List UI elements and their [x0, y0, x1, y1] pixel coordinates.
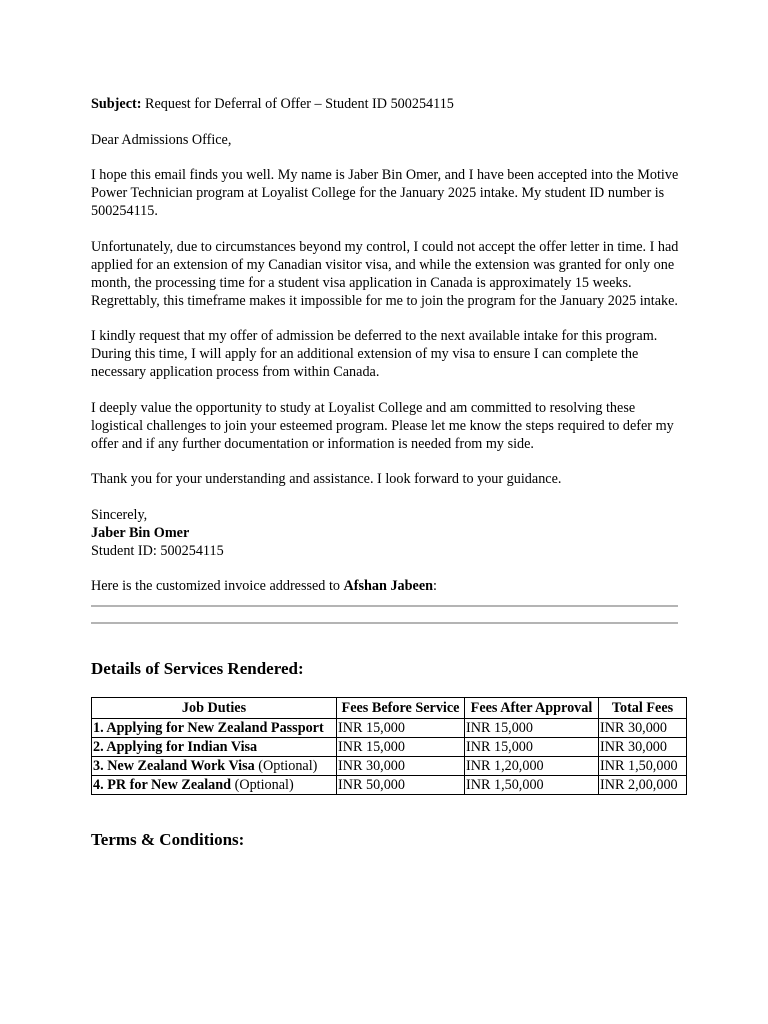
- subject-text: Request for Deferral of Offer – Student ID 500254115: [141, 96, 454, 112]
- paragraph-request: I kindly request that my offer of admission be deferred to the next available intake for this program. During this time, I will apply for an additional extension of my visa to ensure I can complete the necessary application process from within Canada.: [91, 328, 658, 380]
- invoice-recipient-name: Afshan Jabeen: [343, 578, 434, 594]
- subject-line: [91, 95, 681, 113]
- paragraph-intro: I hope this email finds you well. My name is Jaber Bin Omer, and I have been accepted into the Motive Power Technician program at Loyalist College for the January 2025 intake. My student ID number is 500254115.: [91, 167, 679, 219]
- greeting: Dear Admissions Office,: [91, 131, 232, 148]
- duty-note: (Optional): [231, 777, 294, 793]
- signer-name-text: Jaber Bin Omer: [91, 524, 190, 541]
- duty-name: 3. New Zealand Work Visa: [93, 758, 255, 774]
- document-body: [91, 95, 681, 851]
- table-row: [92, 738, 687, 757]
- fee-total-cell: INR 30,000: [599, 738, 687, 757]
- services-heading: Details of Services Rendered:: [91, 659, 304, 678]
- duty-name: 4. PR for New Zealand: [93, 777, 232, 793]
- horizontal-rule-2: [91, 622, 678, 624]
- table-row: [92, 757, 687, 776]
- fee-before-cell: INR 50,000: [337, 776, 465, 795]
- fee-total-cell: INR 2,00,000: [599, 776, 687, 795]
- fee-before-cell: INR 15,000: [337, 719, 465, 738]
- subject-label: Subject:: [91, 96, 142, 112]
- duty-cell: [92, 757, 337, 776]
- paragraph-circumstances: Unfortunately, due to circumstances beyond my control, I could not accept the offer letter in time. I had applied for an extension of my Canadian visitor visa, and while the extension was granted for only one month, the processing time for a student visa application in Canada is approximately 15 weeks. Regrettably, this timeframe makes it impossible for me to join the program for the January 2025 intake.: [91, 238, 679, 309]
- invoice-intro-prefix: Here is the customized invoice addressed to: [91, 578, 344, 594]
- signer-name: [91, 524, 681, 542]
- terms-heading: Terms & Conditions:: [91, 830, 245, 849]
- duty-note: (Optional): [254, 758, 318, 774]
- table-header-row: [92, 698, 687, 719]
- duty-cell: [92, 776, 337, 795]
- duty-name: 1. Applying for New Zealand Passport: [93, 720, 324, 736]
- column-header-total: Total Fees: [599, 698, 687, 719]
- table-row: [92, 719, 687, 738]
- column-header-fees-after: Fees After Approval: [465, 698, 599, 719]
- invoice-intro-suffix: :: [433, 578, 437, 594]
- duty-cell: [92, 738, 337, 757]
- signer-id: Student ID: 500254115: [91, 542, 224, 559]
- fee-after-cell: INR 15,000: [465, 719, 599, 738]
- fee-after-cell: INR 1,50,000: [465, 776, 599, 795]
- duty-name: 2. Applying for Indian Visa: [93, 739, 258, 755]
- fee-total-cell: INR 30,000: [599, 719, 687, 738]
- services-table: [91, 697, 687, 795]
- fee-before-cell: INR 30,000: [337, 757, 465, 776]
- paragraph-commitment: I deeply value the opportunity to study at Loyalist College and am committed to resolving these logistical challenges to join your esteemed program. Please let me know the steps required to defer my offer and if any further documentation or information is needed from my side.: [91, 399, 674, 452]
- closing: Sincerely,: [91, 506, 148, 523]
- table-row: [92, 776, 687, 795]
- invoice-intro: [91, 577, 681, 595]
- duty-cell: [92, 719, 337, 738]
- horizontal-rule-1: [91, 605, 678, 607]
- column-header-job-duties: Job Duties: [92, 698, 337, 719]
- fee-before-cell: INR 15,000: [337, 738, 465, 757]
- fee-total-cell: INR 1,50,000: [599, 757, 687, 776]
- column-header-fees-before: Fees Before Service: [337, 698, 465, 719]
- paragraph-thanks: Thank you for your understanding and assistance. I look forward to your guidance.: [91, 471, 562, 487]
- fee-after-cell: INR 1,20,000: [465, 757, 599, 776]
- fee-after-cell: INR 15,000: [465, 738, 599, 757]
- signature-block: [91, 506, 681, 560]
